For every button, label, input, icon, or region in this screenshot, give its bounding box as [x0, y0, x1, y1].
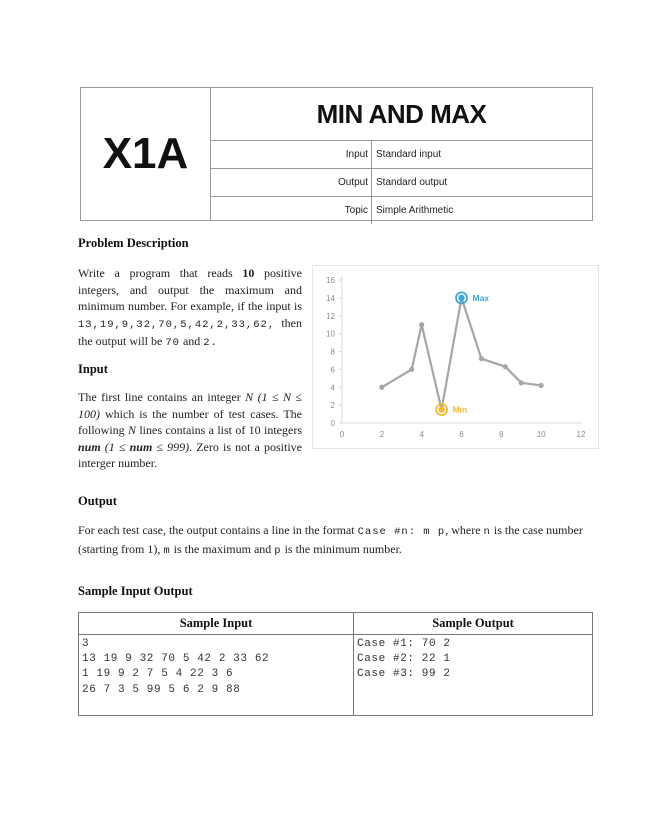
data-point	[539, 383, 544, 388]
min-marker-dot	[438, 406, 444, 412]
output-heading: Output	[78, 494, 117, 508]
y-tick-label: 12	[326, 311, 335, 321]
output-row	[211, 169, 592, 197]
min-annotation-label: Min	[452, 404, 468, 415]
sample-output-line: Case #1: 70 2	[357, 638, 451, 650]
example-output-max: 70	[165, 337, 180, 349]
problem-code: X1A	[81, 88, 211, 220]
sample-output-column	[354, 613, 592, 715]
input-row	[211, 141, 592, 169]
y-tick-label: 16	[326, 276, 335, 285]
y-tick-label: 6	[330, 365, 335, 375]
sample-input-line: 1 19 9 2 7 5 4 22 3 6	[82, 668, 234, 681]
x-tick-label: 6	[459, 430, 464, 439]
min-max-line-chart	[312, 265, 599, 449]
data-point	[419, 322, 424, 327]
sample-output-line: Case #2: 22 1	[357, 653, 451, 666]
input-label: Input	[211, 141, 372, 168]
input-value: Standard input	[376, 149, 442, 160]
data-point	[503, 364, 508, 369]
y-tick-label: 14	[326, 293, 335, 303]
y-tick-label: 10	[326, 329, 335, 339]
y-tick-label: 2	[330, 401, 335, 411]
output-value: Standard output	[376, 177, 448, 188]
topic-row	[211, 197, 592, 224]
max-marker-dot	[458, 295, 464, 301]
data-point	[409, 367, 414, 372]
x-tick-label: 0	[339, 430, 345, 439]
input-heading: Input	[78, 362, 108, 376]
sample-output-line: Case #3: 99 2	[357, 668, 451, 681]
sample-input-line: 26 7 3 5 99 5 6 2 9 88	[82, 683, 241, 696]
output-label: Output	[211, 169, 372, 196]
x-tick-label: 10	[536, 430, 546, 439]
sample-input-header: Sample Input	[79, 613, 353, 635]
input-description-text: The first line contains an integer N (1 ≤ N ≤ 100) which is the number of test cases. The following N lines contains a list of 10 integers num (1 ≤ num ≤ 999). Zero is not a positive interger number.	[78, 390, 302, 470]
y-tick-label: 4	[330, 383, 335, 393]
series-line	[382, 298, 541, 410]
y-tick-label: 8	[330, 347, 335, 357]
problem-description-heading: Problem Description	[78, 236, 189, 250]
example-input: 13,19,9,32,70,5,42,2,33,62,	[78, 318, 276, 331]
sample-input-body	[79, 635, 353, 698]
y-tick-label: 0	[330, 419, 335, 428]
problem-header-table	[80, 87, 593, 221]
output-format: Case #n: m p	[357, 526, 446, 538]
data-point	[379, 385, 384, 390]
problem-description-text: Write a program that reads 10 positive integers, and output the maximum and minimum number. For example, if the input is 13,19,9,32,70,5,42,2,33,62, then the output will be 70 and 2.	[78, 266, 302, 349]
sample-output-header: Sample Output	[354, 613, 592, 635]
x-tick-label: 4	[419, 430, 424, 439]
data-point	[519, 380, 524, 385]
example-output-min: 2.	[203, 337, 218, 349]
topic-value: Simple Arithmetic	[376, 205, 454, 216]
sample-input-line: 13 19 9 32 70 5 42 2 33 62	[82, 653, 270, 666]
sample-input-column	[79, 613, 354, 715]
x-tick-label: 12	[576, 430, 586, 439]
sample-heading: Sample Input Output	[78, 584, 193, 598]
sample-io-table	[78, 612, 593, 716]
sample-output-body	[354, 635, 592, 683]
x-tick-label: 8	[499, 430, 504, 439]
problem-title: MIN AND MAX	[211, 88, 592, 141]
output-description-text: For each test case, the output contains a line in the format Case #n: m p, where n is the case number (starting from 1), m is the maximum and p is the minimum number.	[78, 523, 583, 557]
chart-svg	[313, 266, 600, 450]
data-point	[479, 356, 484, 361]
max-annotation-label: Max	[472, 292, 490, 303]
x-tick-label: 2	[379, 430, 385, 439]
topic-label: Topic	[211, 197, 372, 224]
sample-input-line: 3	[82, 638, 90, 650]
